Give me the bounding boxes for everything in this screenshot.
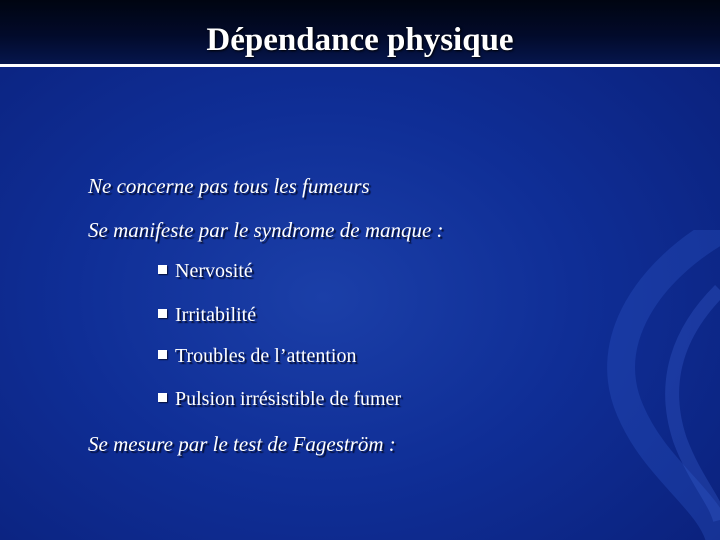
square-bullet-icon (158, 309, 167, 318)
point-fagerstrom-test: Se mesure par le test de Fageström : (88, 432, 396, 456)
slide-title: Dépendance physique (206, 22, 514, 58)
square-bullet-icon (158, 265, 167, 274)
decorative-swoosh (560, 230, 720, 540)
subpoint-nervousness: Nervosité (158, 260, 253, 283)
point-not-all-smokers: Ne concerne pas tous les fumeurs (88, 174, 370, 198)
subpoint-attention-troubles: Troubles de l’attention (158, 345, 356, 368)
subpoint-irritability: Irritabilité (158, 304, 256, 327)
square-bullet-icon (158, 393, 167, 402)
square-bullet-icon (158, 350, 167, 359)
point-withdrawal-syndrome: Se manifeste par le syndrome de manque : (88, 218, 444, 242)
title-underline (0, 64, 720, 67)
subpoint-smoking-urge: Pulsion irrésistible de fumer (158, 388, 401, 411)
